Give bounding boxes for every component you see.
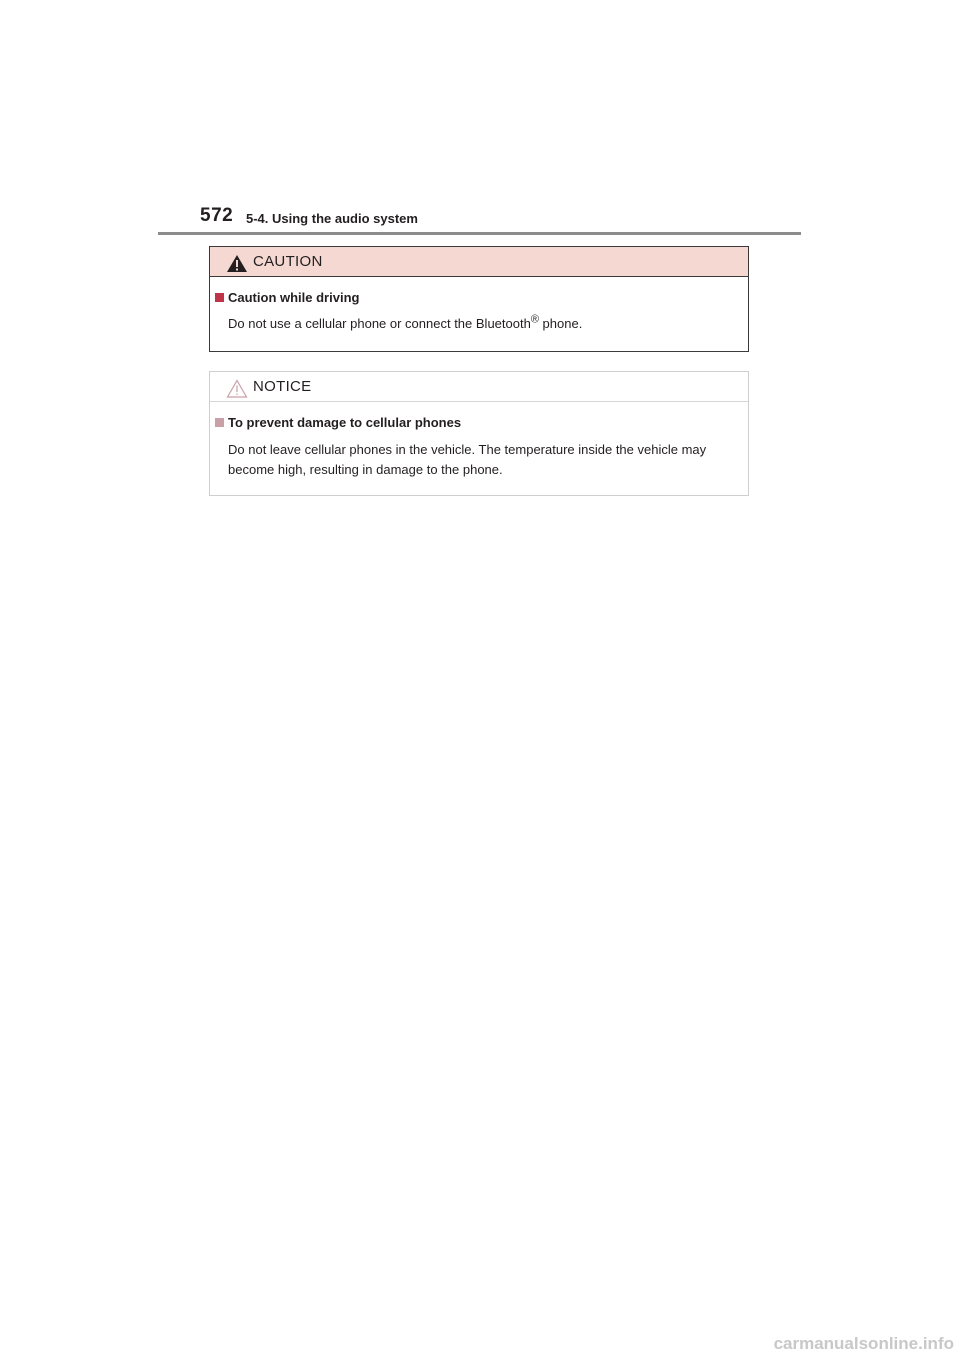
bullet-square-icon [215, 293, 224, 302]
registered-mark: ® [530, 313, 539, 326]
caution-item-title-text: Caution while driving [228, 290, 360, 305]
bullet-square-icon [215, 418, 224, 427]
watermark: carmanualsonline.info [773, 1334, 954, 1353]
notice-item-title [215, 415, 461, 430]
caution-label: CAUTION [253, 253, 323, 270]
caution-header [210, 247, 748, 277]
caution-box [209, 246, 749, 352]
caution-body-tail: phone. [538, 316, 583, 331]
caution-item-title [215, 290, 359, 305]
notice-item-title-text: To prevent damage to cellular phones [228, 415, 462, 430]
caution-item-body [228, 314, 743, 334]
notice-box [209, 371, 749, 496]
page-header [160, 205, 800, 233]
notice-label: NOTICE [253, 378, 312, 395]
page-number: 572 [200, 205, 234, 226]
warning-triangle-filled-icon [226, 254, 248, 273]
header-divider [158, 232, 801, 235]
caution-body-text: Do not use a cellular phone or connect the Bluetooth [228, 316, 531, 331]
section-title: 5-4. Using the audio system [246, 211, 418, 226]
notice-header [210, 372, 748, 402]
warning-triangle-outline-icon [226, 379, 248, 398]
notice-item-body: Do not leave cellular phones in the vehicle. The temperature inside the vehicle may become high, resulting in damage to the phone. [228, 442, 707, 477]
